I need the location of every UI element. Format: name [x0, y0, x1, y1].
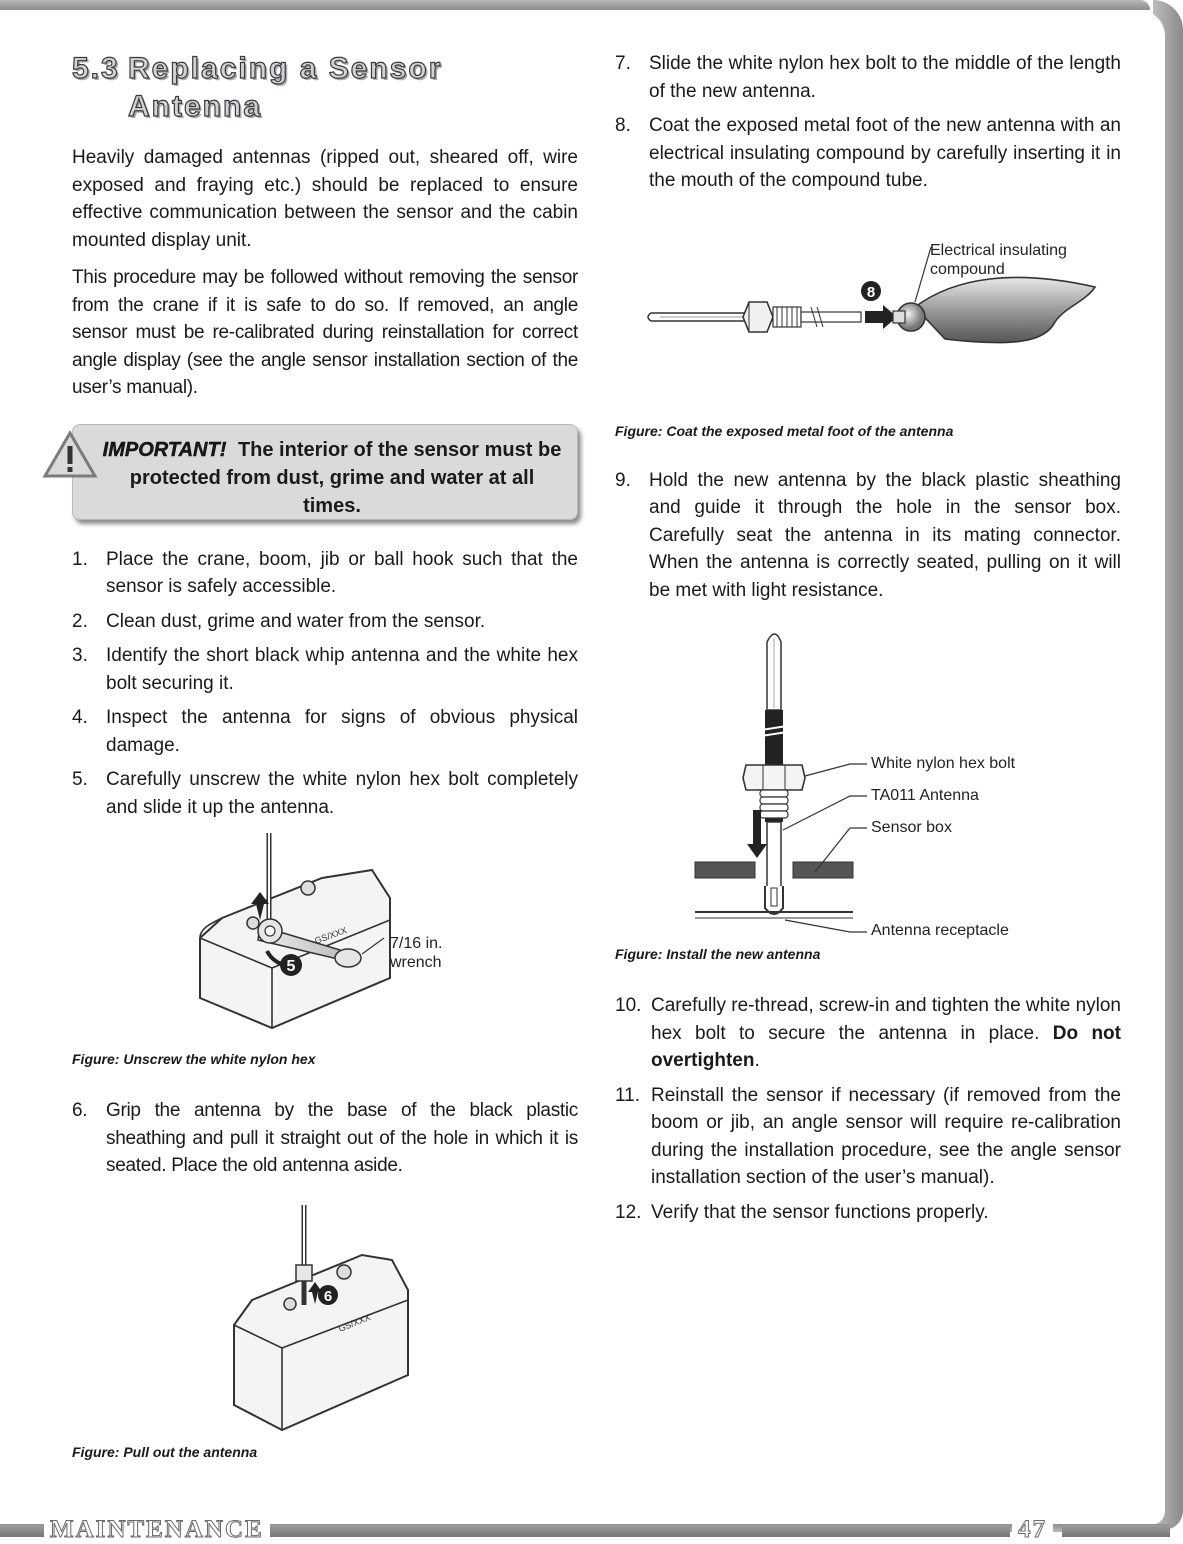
figure-unscrew [72, 828, 578, 1053]
footer-section-label: MAINTENANCE [44, 1516, 270, 1544]
important-message: The interior of the sensor must be protected from dust, grime and water at all times. [129, 438, 562, 517]
step-number: 11. [615, 1084, 641, 1106]
wrench-label-line1: 7/16 in. [390, 935, 443, 952]
important-text [102, 436, 562, 520]
footer-bar-left [0, 1525, 46, 1537]
step-10 [615, 992, 1121, 1075]
compound-label-line2: compound [930, 260, 1005, 278]
figure-caption-install: Figure: Install the new antenna [615, 946, 821, 962]
step-text-end: . [754, 1050, 760, 1071]
step-text: Place the crane, boom, jib or ball hook such that the sensor is safely accessible. [106, 548, 578, 597]
intro-paragraph-2: This procedure may be followed without removing the sensor from the crane if it is safe to do so. If removed, an angle sensor must be re-calibrated during reinstallation for correct angle display (see the angle sensor installation section of the user’s manual). [72, 267, 578, 398]
step-text-emphasis: Do not overtighten [651, 1022, 1121, 1071]
wrench-label [390, 934, 442, 972]
figure-caption-pull: Figure: Pull out the antenna [72, 1443, 258, 1460]
step-12 [615, 1199, 1121, 1227]
label-hex-bolt: White nylon hex bolt [871, 755, 1016, 772]
step-text: Carefully unscrew the white nylon hex bolt completely and slide it up the antenna. [106, 769, 578, 818]
section-number: 5.3 [72, 52, 120, 85]
step-number: 1. [72, 548, 88, 570]
step-3 [72, 642, 578, 697]
page-number: 47 [1012, 1516, 1053, 1544]
antenna-install-illustration [615, 630, 1121, 950]
step-6 [72, 1097, 578, 1180]
step-number: 2. [72, 610, 88, 632]
step-1 [72, 546, 578, 601]
footer-bar-middle [258, 1525, 1010, 1537]
label-antenna-receptacle: Antenna receptacle [871, 922, 1009, 939]
section-title-line2: Antenna [128, 90, 262, 123]
section-title-line1: Replacing a Sensor [128, 52, 443, 85]
step-text: Coat the exposed metal foot of the new antenna with an electrical insulating compound by carefully inserting it in the mouth of the compound tube. [649, 115, 1121, 191]
step-number: 6. [72, 1100, 88, 1121]
step-badge: 6 [323, 1287, 333, 1305]
step-badge: 8 [866, 283, 876, 301]
step-text: Clean dust, grime and water from the sensor. [106, 610, 486, 632]
footer-bar-right [1062, 1525, 1170, 1537]
step-9 [615, 467, 1121, 605]
step-badge: 5 [286, 958, 296, 975]
step-11 [615, 1082, 1121, 1192]
step-2 [72, 608, 578, 636]
figure-coat [615, 241, 1121, 427]
wrench-label-line2: wrench [390, 954, 442, 971]
important-notice [72, 424, 578, 518]
label-sensor-box: Sensor box [871, 819, 952, 836]
step-text: Identify the short black whip antenna and the white hex bolt securing it. [106, 645, 578, 694]
sensor-box-wrench-illustration [72, 828, 578, 1053]
step-5 [72, 766, 578, 821]
figure-install [615, 630, 1121, 950]
step-number: 3. [72, 645, 88, 666]
figure-caption-unscrew: Figure: Unscrew the white nylon hex [72, 1051, 316, 1067]
sensor-box-pull-illustration [72, 1200, 578, 1440]
section-title [72, 50, 578, 126]
compound-label-line1: Electrical insulating [930, 241, 1067, 259]
step-text: Slide the white nylon hex bolt to the middle of the length of the new antenna. [649, 53, 1121, 102]
step-number: 4. [72, 707, 88, 728]
steps-list-left [72, 546, 578, 822]
figure-pull [72, 1200, 578, 1440]
step-4 [72, 704, 578, 759]
box-marking: GS/XXX [313, 925, 349, 946]
step-text: Grip the antenna by the base of the black plastic sheathing and pull it straight out of the hole in which it is seated. Place the old antenna aside. [106, 1100, 578, 1176]
step-text: Inspect the antenna for signs of obvious physical damage. [106, 707, 578, 756]
important-label: IMPORTANT! [102, 438, 227, 461]
figure-caption-coat: Figure: Coat the exposed metal foot of the antenna [615, 422, 954, 439]
intro-paragraph-1: Heavily damaged antennas (ripped out, sheared off, wire exposed and fraying etc.) should be replaced to ensure effective communication between the sensor and the cabin mounted display unit. [72, 147, 578, 251]
box-marking: GS/XXX [337, 1311, 372, 1334]
step-8 [615, 112, 1121, 195]
steps-list-left-2 [72, 1097, 578, 1180]
step-number: 5. [72, 769, 88, 790]
step-7 [615, 50, 1121, 105]
step-text: Hold the new antenna by the black plastic sheathing and guide it through the hole in the sensor box. Carefully seat the antenna in its mating connector. When the antenna is correctly seated, pulling on it will be met with light resistance. [649, 469, 1121, 601]
steps-list-right-3 [615, 992, 1121, 1226]
page-frame-top [0, 0, 1150, 10]
compound-label [930, 241, 1067, 279]
step-number: 9. [615, 469, 631, 491]
step-number: 10. [615, 995, 642, 1016]
steps-list-right [615, 50, 1121, 195]
step-number: 8. [615, 115, 631, 136]
step-number: 7. [615, 53, 631, 74]
left-column [72, 50, 578, 1460]
step-text: Verify that the sensor functions properly. [651, 1201, 989, 1223]
right-column [615, 50, 1121, 1233]
warning-triangle-icon [42, 430, 98, 480]
steps-list-right-2 [615, 467, 1121, 605]
label-antenna: TA011 Antenna [871, 787, 979, 804]
step-number: 12. [615, 1201, 642, 1223]
step-text: Carefully re-thread, screw-in and tighten the white nylon hex bolt to secure the antenna in place. [651, 995, 1121, 1044]
step-text: Reinstall the sensor if necessary (if removed from the boom or jib, an angle sensor will require re-calibration during the installation procedure, see the angle sensor installation section of the user’s manual). [651, 1084, 1121, 1188]
